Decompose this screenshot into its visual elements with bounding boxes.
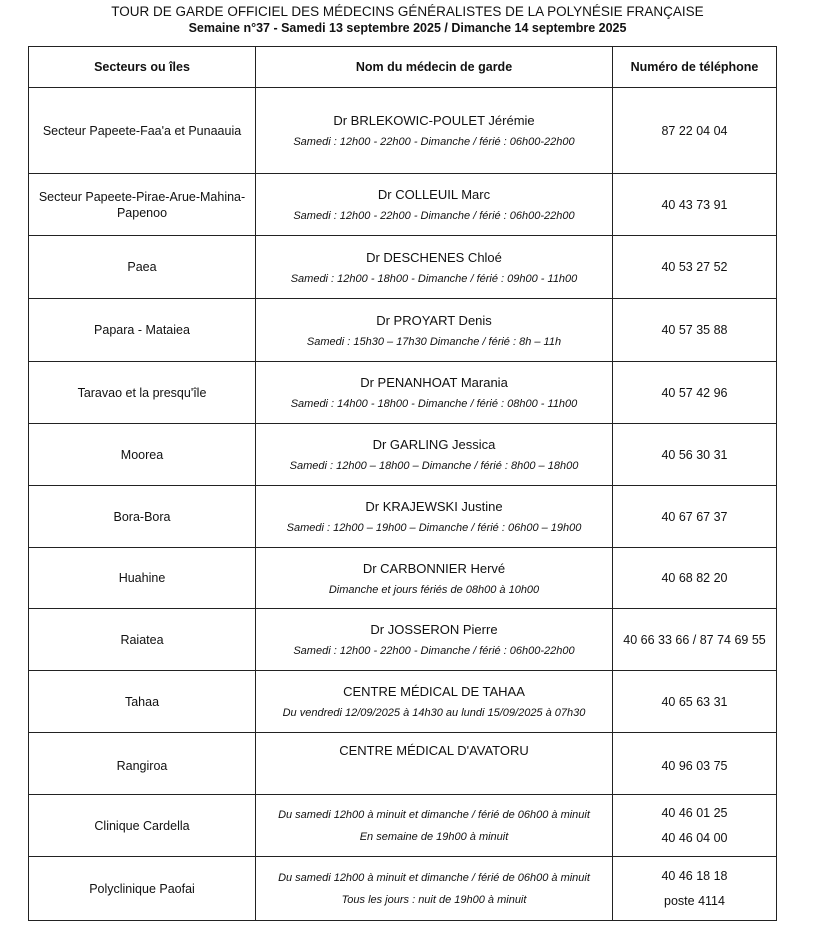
phone-number: 40 46 18 18: [661, 869, 728, 883]
table-row: [29, 174, 777, 236]
sector-cell: Secteur Papeete-Pirae-Arue-Mahina-Papenoo: [29, 174, 256, 236]
on-call-table: [28, 46, 777, 921]
doctor-name: Dr CARBONNIER Hervé: [362, 560, 506, 576]
doctor-name: Dr PROYART Denis: [376, 312, 492, 328]
sector-cell: Polyclinique Paofai: [29, 857, 256, 921]
table-row: [29, 609, 777, 671]
phone-cell: [613, 609, 777, 671]
doctor-name: CENTRE MÉDICAL D'AVATORU: [339, 743, 529, 758]
sector-cell: Raiatea: [29, 609, 256, 671]
table-row: [29, 362, 777, 424]
phone-number: 40 46 01 25: [661, 806, 728, 820]
column-header-doctor: Nom du médecin de garde: [256, 47, 613, 88]
doctor-name: Dr BRLEKOWIC-POULET Jérémie: [333, 113, 535, 128]
on-call-hours: Samedi : 12h00 – 18h00 – Dimanche / férié : 8h00 – 18h00: [289, 460, 579, 472]
doctor-name: CENTRE MÉDICAL DE TAHAA: [343, 684, 525, 699]
hours-cell: [256, 857, 613, 921]
table-row: [29, 548, 777, 609]
phone-number: 40 96 03 75: [661, 758, 728, 773]
phone-number: 87 22 04 04: [661, 123, 728, 138]
table-row: [29, 857, 777, 921]
column-header-phone: Numéro de téléphone: [613, 47, 777, 88]
doctor-name: Dr COLLEUIL Marc: [377, 187, 491, 202]
phone-number: 40 65 63 31: [661, 694, 728, 709]
doctor-cell: [256, 733, 613, 795]
phone-cell: [613, 174, 777, 236]
doctor-name: Dr PENANHOAT Marania: [360, 375, 508, 390]
table-row: [29, 671, 777, 733]
phone-cell: [613, 362, 777, 424]
phone-number: 40 68 82 20: [661, 571, 728, 585]
phone-number-secondary: 40 46 04 00: [661, 831, 728, 845]
doctor-cell: [256, 548, 613, 609]
sector-cell: Huahine: [29, 548, 256, 609]
sector-cell: Tahaa: [29, 671, 256, 733]
phone-cell: [613, 88, 777, 174]
phone-number: 40 67 67 37: [661, 509, 728, 524]
table-row: [29, 795, 777, 857]
phone-number: 40 57 35 88: [661, 323, 728, 337]
table-row: [29, 733, 777, 795]
on-call-hours: Samedi : 14h00 - 18h00 - Dimanche / férié : 08h00 - 11h00: [290, 398, 578, 410]
sector-cell: Clinique Cardella: [29, 795, 256, 857]
doctor-cell: [256, 88, 613, 174]
sector-cell: Bora-Bora: [29, 486, 256, 548]
on-call-hours: Samedi : 12h00 - 22h00 - Dimanche / férié : 06h00-22h00: [293, 645, 575, 657]
table-row: [29, 236, 777, 299]
table-row: [29, 88, 777, 174]
on-call-hours: Samedi : 12h00 - 18h00 - Dimanche / férié : 09h00 - 11h00: [290, 272, 578, 285]
doctor-cell: [256, 236, 613, 299]
phone-cell: [613, 548, 777, 609]
hours-cell: [256, 795, 613, 857]
on-call-hours: Samedi : 12h00 - 22h00 - Dimanche / férié : 06h00-22h00: [293, 210, 575, 222]
doctor-cell: [256, 174, 613, 236]
sector-cell: Taravao et la presqu'île: [29, 362, 256, 424]
sector-cell: Paea: [29, 236, 256, 299]
column-header-sector: Secteurs ou îles: [29, 47, 256, 88]
table-row: [29, 424, 777, 486]
doctor-cell: [256, 299, 613, 362]
table-row: [29, 486, 777, 548]
phone-number: 40 56 30 31: [661, 447, 728, 462]
phone-cell: [613, 733, 777, 795]
doctor-name: Dr GARLING Jessica: [372, 437, 496, 452]
doctor-cell: [256, 609, 613, 671]
doctor-cell: [256, 362, 613, 424]
phone-cell: [613, 857, 777, 921]
sector-cell: Moorea: [29, 424, 256, 486]
doctor-name: Dr DESCHENES Chloé: [366, 249, 502, 265]
phone-cell: [613, 486, 777, 548]
phone-number: 40 43 73 91: [661, 197, 728, 212]
phone-cell: [613, 424, 777, 486]
doctor-cell: [256, 486, 613, 548]
doctor-name: Dr JOSSERON Pierre: [370, 622, 498, 637]
document-title: TOUR DE GARDE OFFICIEL DES MÉDECINS GÉNÉRALISTES DE LA POLYNÉSIE FRANÇAISE: [111, 4, 704, 19]
doctor-name: Dr KRAJEWSKI Justine: [365, 499, 503, 514]
sector-cell: Papara - Mataiea: [29, 299, 256, 362]
on-call-hours: Du samedi 12h00 à minuit et dimanche / férié de 06h00 à minuit: [278, 808, 590, 821]
sector-cell: Rangiroa: [29, 733, 256, 795]
phone-cell: [613, 671, 777, 733]
phone-cell: [613, 795, 777, 857]
phone-cell: [613, 236, 777, 299]
on-call-hours: Du vendredi 12/09/2025 à 14h30 au lundi 15/09/2025 à 07h30: [282, 707, 586, 719]
on-call-hours: Du samedi 12h00 à minuit et dimanche / férié de 06h00 à minuit: [278, 871, 590, 884]
phone-cell: [613, 299, 777, 362]
on-call-hours: Samedi : 12h00 – 19h00 – Dimanche / férié : 06h00 – 19h00: [286, 522, 582, 534]
sector-cell: Secteur Papeete-Faa'a et Punaauia: [29, 88, 256, 174]
on-call-hours: Dimanche et jours fériés de 08h00 à 10h00: [328, 583, 540, 596]
on-call-hours: Samedi : 12h00 - 22h00 - Dimanche / férié : 06h00-22h00: [293, 136, 575, 148]
on-call-hours: Samedi : 15h30 – 17h30 Dimanche / férié : 8h – 11h: [306, 335, 562, 348]
phone-number: 40 57 42 96: [661, 385, 728, 400]
phone-number: 40 53 27 52: [661, 260, 728, 274]
document-subtitle: Semaine n°37 - Samedi 13 septembre 2025 / Dimanche 14 septembre 2025: [188, 21, 627, 35]
on-call-hours-night: Tous les jours : nuit de 19h00 à minuit: [341, 893, 527, 906]
phone-extension: poste 4114: [664, 894, 725, 908]
doctor-cell: [256, 671, 613, 733]
table-header-row: [29, 47, 777, 88]
on-call-hours-weekday: En semaine de 19h00 à minuit: [359, 830, 509, 843]
doctor-cell: [256, 424, 613, 486]
phone-number: 40 66 33 66 / 87 74 69 55: [623, 632, 766, 647]
table-row: [29, 299, 777, 362]
